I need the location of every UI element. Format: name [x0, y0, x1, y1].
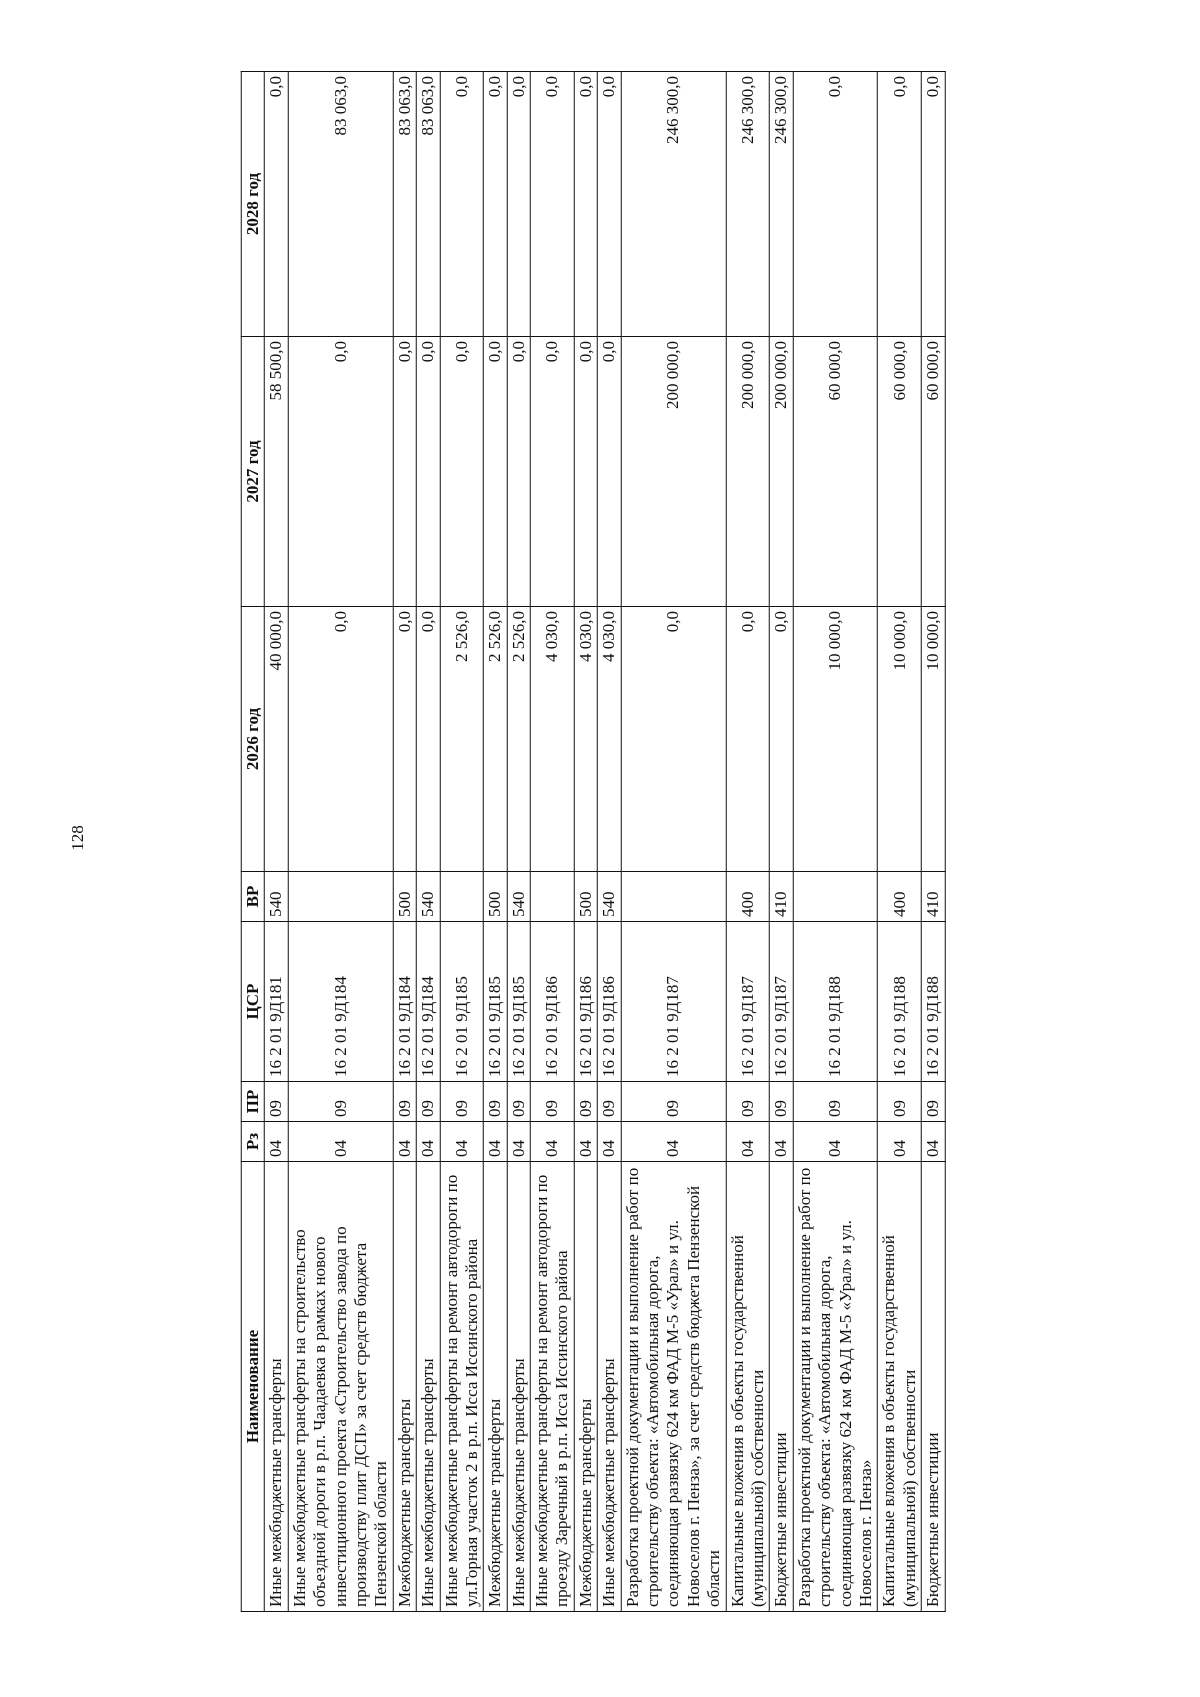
- cell-name: Иные межбюджетные трансферты на ремонт автодороги по ул.Горная участок 2 в р.п. Исса Иссинского района: [439, 1162, 483, 1612]
- header-csr: ЦСР: [241, 922, 264, 1082]
- cell-vr: [530, 872, 574, 922]
- cell-y2028: 0,0: [574, 72, 597, 337]
- cell-vr: [793, 872, 878, 922]
- cell-name: Капитальные вложения в объекты государственной (муниципальной) собственности: [877, 1162, 921, 1612]
- cell-y2026: 10 000,0: [793, 607, 878, 872]
- header-rz: Рз: [241, 1122, 264, 1162]
- table-body: [264, 72, 944, 1612]
- cell-vr: 540: [506, 872, 529, 922]
- cell-vr: 500: [574, 872, 597, 922]
- cell-name: Межбюджетные трансферты: [483, 1162, 506, 1612]
- cell-y2027: 0,0: [288, 337, 393, 607]
- cell-y2027: 60 000,0: [793, 337, 878, 607]
- cell-pr: 09: [877, 1082, 921, 1122]
- cell-csr: 16 2 01 9Д186: [574, 922, 597, 1082]
- cell-y2026: 0,0: [620, 607, 725, 872]
- cell-name: Межбюджетные трансферты: [392, 1162, 415, 1612]
- cell-y2027: 0,0: [392, 337, 415, 607]
- cell-y2026: 0,0: [769, 607, 792, 872]
- cell-y2028: 0,0: [877, 72, 921, 337]
- page-number: 128: [68, 825, 87, 851]
- cell-rz: 04: [574, 1122, 597, 1162]
- table-row: [392, 72, 415, 1612]
- table-row: [620, 72, 725, 1612]
- cell-csr: 16 2 01 9Д185: [439, 922, 483, 1082]
- cell-y2026: 2 526,0: [439, 607, 483, 872]
- cell-rz: 04: [597, 1122, 620, 1162]
- cell-vr: 500: [392, 872, 415, 922]
- cell-csr: 16 2 01 9Д184: [288, 922, 393, 1082]
- cell-rz: 04: [264, 1122, 287, 1162]
- header-2027: 2027 год: [241, 337, 264, 607]
- table-row: [530, 72, 574, 1612]
- cell-pr: 09: [597, 1082, 620, 1122]
- cell-y2026: 0,0: [725, 607, 769, 872]
- cell-y2028: 0,0: [483, 72, 506, 337]
- cell-rz: 04: [506, 1122, 529, 1162]
- cell-y2026: 4 030,0: [597, 607, 620, 872]
- cell-name: Иные межбюджетные трансферты: [597, 1162, 620, 1612]
- table-row: [439, 72, 483, 1612]
- cell-pr: 09: [439, 1082, 483, 1122]
- cell-name: Иные межбюджетные трансферты: [416, 1162, 439, 1612]
- cell-name: Иные межбюджетные трансферты на строительство объездной дороги в р.п. Чаадаевка в рамках нового инвестиционного проекта «Строительство завода по производству плит ДСП» за счет средств бюджета Пензенской области: [288, 1162, 393, 1612]
- cell-vr: 400: [877, 872, 921, 922]
- cell-csr: 16 2 01 9Д188: [921, 922, 944, 1082]
- cell-pr: 09: [264, 1082, 287, 1122]
- cell-csr: 16 2 01 9Д188: [877, 922, 921, 1082]
- rotated-table-wrapper: [240, 72, 945, 1612]
- cell-y2027: 0,0: [530, 337, 574, 607]
- cell-vr: [439, 872, 483, 922]
- cell-y2027: 0,0: [483, 337, 506, 607]
- cell-y2026: 0,0: [288, 607, 393, 872]
- cell-vr: [288, 872, 393, 922]
- cell-rz: 04: [769, 1122, 792, 1162]
- cell-csr: 16 2 01 9Д187: [769, 922, 792, 1082]
- cell-vr: 500: [483, 872, 506, 922]
- cell-y2026: 0,0: [392, 607, 415, 872]
- cell-rz: 04: [793, 1122, 878, 1162]
- cell-pr: 09: [416, 1082, 439, 1122]
- table-row: [769, 72, 792, 1612]
- header-vr: ВР: [241, 872, 264, 922]
- table-row: [793, 72, 878, 1612]
- cell-rz: 04: [288, 1122, 393, 1162]
- cell-y2027: 200 000,0: [725, 337, 769, 607]
- header-pr: ПР: [241, 1082, 264, 1122]
- cell-y2027: 0,0: [574, 337, 597, 607]
- cell-csr: 16 2 01 9Д188: [793, 922, 878, 1082]
- cell-name: Иные межбюджетные трансферты: [264, 1162, 287, 1612]
- cell-y2028: 246 300,0: [620, 72, 725, 337]
- cell-rz: 04: [725, 1122, 769, 1162]
- cell-y2026: 2 526,0: [483, 607, 506, 872]
- cell-csr: 16 2 01 9Д181: [264, 922, 287, 1082]
- cell-y2027: 60 000,0: [921, 337, 944, 607]
- cell-y2028: 0,0: [530, 72, 574, 337]
- cell-name: Бюджетные инвестиции: [921, 1162, 944, 1612]
- table-header-row: [241, 72, 264, 1612]
- table-row: [264, 72, 287, 1612]
- cell-y2027: 200 000,0: [769, 337, 792, 607]
- cell-vr: 540: [416, 872, 439, 922]
- cell-pr: 09: [725, 1082, 769, 1122]
- cell-y2028: 0,0: [439, 72, 483, 337]
- table-row: [483, 72, 506, 1612]
- cell-y2027: 0,0: [416, 337, 439, 607]
- table-row: [877, 72, 921, 1612]
- cell-rz: 04: [921, 1122, 944, 1162]
- cell-name: Разработка проектной документации и выполнение работ по строительству объекта: «Автомобильная дорога, соединяющая развязку 624 км ФАД М-5 «Урал» и ул. Новоселов г. Пенза»: [793, 1162, 878, 1612]
- cell-vr: 410: [769, 872, 792, 922]
- header-name: Наименование: [241, 1162, 264, 1612]
- table-row: [725, 72, 769, 1612]
- budget-table: [240, 71, 945, 1612]
- header-2026: 2026 год: [241, 607, 264, 872]
- cell-y2026: 2 526,0: [506, 607, 529, 872]
- cell-vr: 400: [725, 872, 769, 922]
- cell-y2027: 58 500,0: [264, 337, 287, 607]
- cell-pr: 09: [506, 1082, 529, 1122]
- cell-y2026: 40 000,0: [264, 607, 287, 872]
- cell-csr: 16 2 01 9Д185: [483, 922, 506, 1082]
- cell-csr: 16 2 01 9Д187: [725, 922, 769, 1082]
- cell-y2028: 0,0: [793, 72, 878, 337]
- cell-csr: 16 2 01 9Д184: [416, 922, 439, 1082]
- cell-y2028: 83 063,0: [392, 72, 415, 337]
- cell-name: Межбюджетные трансферты: [574, 1162, 597, 1612]
- cell-name: Иные межбюджетные трансферты: [506, 1162, 529, 1612]
- cell-pr: 09: [392, 1082, 415, 1122]
- cell-vr: [620, 872, 725, 922]
- table-row: [416, 72, 439, 1612]
- cell-name: Капитальные вложения в объекты государственной (муниципальной) собственности: [725, 1162, 769, 1612]
- cell-csr: 16 2 01 9Д184: [392, 922, 415, 1082]
- cell-y2027: 0,0: [506, 337, 529, 607]
- cell-y2026: 10 000,0: [877, 607, 921, 872]
- cell-rz: 04: [620, 1122, 725, 1162]
- table-row: [921, 72, 944, 1612]
- cell-y2027: 0,0: [439, 337, 483, 607]
- cell-rz: 04: [416, 1122, 439, 1162]
- cell-y2027: 200 000,0: [620, 337, 725, 607]
- cell-csr: 16 2 01 9Д186: [597, 922, 620, 1082]
- cell-name: Иные межбюджетные трансферты на ремонт автодороги по проезду Заречный в р.п. Исса Иссинского района: [530, 1162, 574, 1612]
- cell-y2028: 246 300,0: [769, 72, 792, 337]
- cell-csr: 16 2 01 9Д187: [620, 922, 725, 1082]
- cell-pr: 09: [921, 1082, 944, 1122]
- cell-vr: 540: [597, 872, 620, 922]
- cell-vr: 410: [921, 872, 944, 922]
- table-row: [288, 72, 393, 1612]
- cell-pr: 09: [769, 1082, 792, 1122]
- table-row: [574, 72, 597, 1612]
- cell-csr: 16 2 01 9Д185: [506, 922, 529, 1082]
- cell-y2028: 83 063,0: [288, 72, 393, 337]
- cell-pr: 09: [620, 1082, 725, 1122]
- cell-y2028: 0,0: [597, 72, 620, 337]
- cell-name: Разработка проектной документации и выполнение работ по строительству объекта: «Автомобильная дорога, соединяющая развязку 624 км ФАД М-5 «Урал» и ул. Новоселов г. Пенза», за счет средств бюджета Пензенской области: [620, 1162, 725, 1612]
- cell-name: Бюджетные инвестиции: [769, 1162, 792, 1612]
- cell-y2027: 0,0: [597, 337, 620, 607]
- cell-pr: 09: [483, 1082, 506, 1122]
- table-area: [140, 72, 1045, 1612]
- cell-pr: 09: [574, 1082, 597, 1122]
- cell-y2026: 4 030,0: [574, 607, 597, 872]
- cell-y2028: 246 300,0: [725, 72, 769, 337]
- cell-y2026: 0,0: [416, 607, 439, 872]
- cell-vr: 540: [264, 872, 287, 922]
- cell-rz: 04: [483, 1122, 506, 1162]
- cell-pr: 09: [288, 1082, 393, 1122]
- cell-y2026: 10 000,0: [921, 607, 944, 872]
- cell-y2027: 60 000,0: [877, 337, 921, 607]
- cell-rz: 04: [392, 1122, 415, 1162]
- cell-rz: 04: [530, 1122, 574, 1162]
- cell-y2026: 4 030,0: [530, 607, 574, 872]
- cell-rz: 04: [877, 1122, 921, 1162]
- cell-y2028: 83 063,0: [416, 72, 439, 337]
- cell-y2028: 0,0: [264, 72, 287, 337]
- cell-csr: 16 2 01 9Д186: [530, 922, 574, 1082]
- cell-rz: 04: [439, 1122, 483, 1162]
- table-row: [597, 72, 620, 1612]
- cell-pr: 09: [793, 1082, 878, 1122]
- cell-y2028: 0,0: [506, 72, 529, 337]
- header-2028: 2028 год: [241, 72, 264, 337]
- cell-pr: 09: [530, 1082, 574, 1122]
- cell-y2028: 0,0: [921, 72, 944, 337]
- table-row: [506, 72, 529, 1612]
